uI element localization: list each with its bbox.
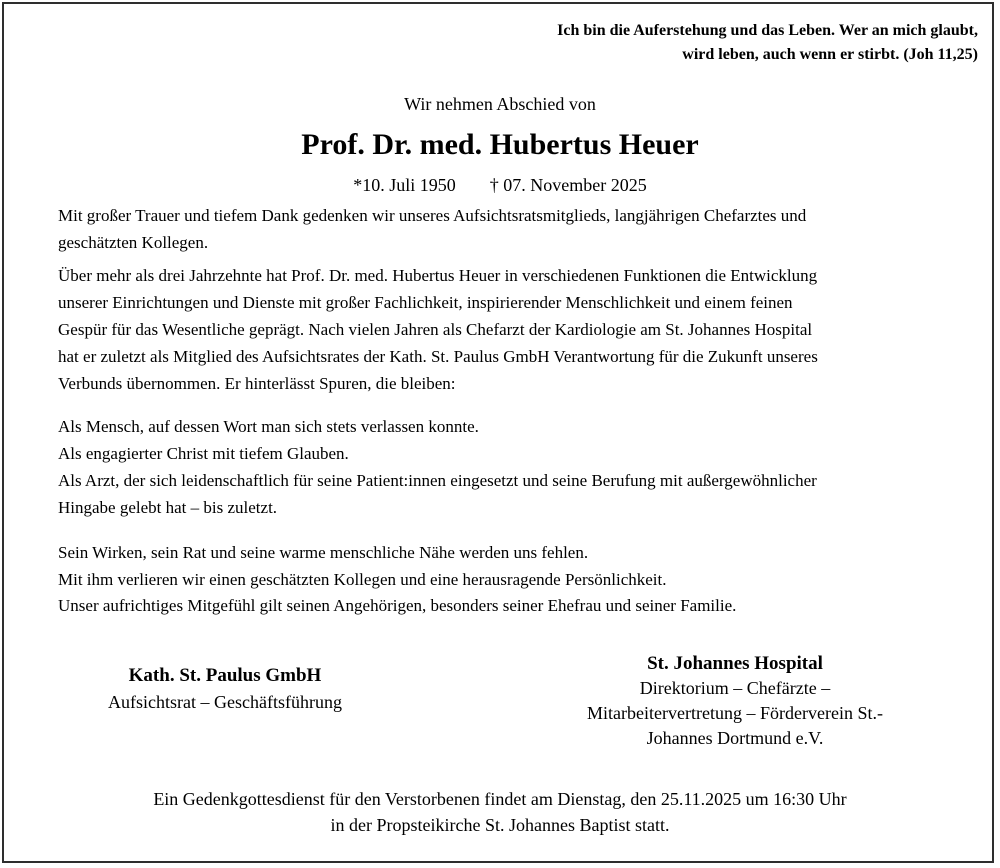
paragraph-line: Mit ihm verlieren wir einen geschätzten Kollegen und eine herausragende Persönlichkeit.	[58, 570, 667, 589]
memorial-service-announcement	[0, 786, 1000, 838]
tribute-line: Als Arzt, der sich leidenschaftlich für seine Patient:innen eingesetzt und seine Berufung mit außergewöhnlicher	[58, 471, 817, 490]
life-dates	[0, 173, 1000, 197]
obituary-paragraph-2	[58, 262, 818, 397]
service-line: in der Propsteikirche St. Johannes Baptist statt.	[330, 815, 670, 835]
signature-org-role: Mitarbeitervertretung – Förderverein St.-	[587, 703, 883, 723]
paragraph-line: Unser aufrichtiges Mitgefühl gilt seinen Angehörigen, besonders seiner Ehefrau und seiner Familie.	[58, 596, 737, 615]
signature-org-name: St. Johannes Hospital	[647, 653, 823, 674]
tribute-list	[58, 413, 817, 521]
birth-date: *10. Juli 1950	[353, 175, 456, 195]
paragraph-line: unserer Einrichtungen und Dienste mit großer Fachlichkeit, inspirierender Menschlichkeit und einem feinen	[58, 293, 793, 312]
paragraph-line: Sein Wirken, sein Rat und seine warme menschliche Nähe werden uns fehlen.	[58, 543, 589, 562]
tribute-line: Hingabe gelebt hat – bis zuletzt.	[58, 498, 278, 517]
scripture-quote-line-1: Ich bin die Auferstehung und das Leben. Wer an mich glaubt,	[557, 22, 978, 39]
signature-block-left	[95, 663, 355, 715]
paragraph-line: Über mehr als drei Jahrzehnte hat Prof. Dr. med. Hubertus Heuer in verschiedenen Funktionen die Entwicklung	[58, 266, 818, 285]
paragraph-line: Gespür für das Wesentliche geprägt. Nach vielen Jahren als Chefarzt der Kardiologie am St. Johannes Hospital	[58, 320, 813, 339]
scripture-quote-line-2: wird leben, auch wenn er stirbt. (Joh 11,25)	[682, 46, 978, 63]
tribute-line: Als Mensch, auf dessen Wort man sich stets verlassen konnte.	[58, 417, 479, 436]
closing-paragraph-2	[58, 592, 736, 619]
signature-org-role: Direktorium – Chefärzte –	[639, 678, 831, 698]
paragraph-line: Mit großer Trauer und tiefem Dank gedenken wir unseres Aufsichtsratsmitglieds, langjährigen Chefarztes und	[58, 206, 807, 225]
closing-paragraph-1	[58, 539, 666, 593]
service-line: Ein Gedenkgottesdienst für den Verstorbenen findet am Dienstag, den 25.11.2025 um 16:30 Uhr	[153, 789, 847, 809]
obituary-paragraph-1	[58, 202, 806, 256]
death-date: † 07. November 2025	[489, 175, 647, 195]
paragraph-line: geschätzten Kollegen.	[58, 233, 209, 252]
scripture-quote	[557, 19, 978, 67]
signature-org-name: Kath. St. Paulus GmbH	[128, 665, 322, 686]
paragraph-line: hat er zuletzt als Mitglied des Aufsichtsrates der Kath. St. Paulus GmbH Verantwortung für die Zukunft unseres	[58, 347, 818, 366]
signature-org-role: Johannes Dortmund e.V.	[646, 728, 824, 748]
signature-block-right	[570, 651, 900, 751]
deceased-name: Prof. Dr. med. Hubertus Heuer	[301, 128, 699, 161]
signature-org-role: Aufsichtsrat – Geschäftsführung	[108, 692, 342, 712]
paragraph-line: Verbunds übernommen. Er hinterlässt Spuren, die bleiben:	[58, 374, 456, 393]
farewell-intro: Wir nehmen Abschied von	[404, 94, 596, 114]
tribute-line: Als engagierter Christ mit tiefem Glauben.	[58, 444, 349, 463]
